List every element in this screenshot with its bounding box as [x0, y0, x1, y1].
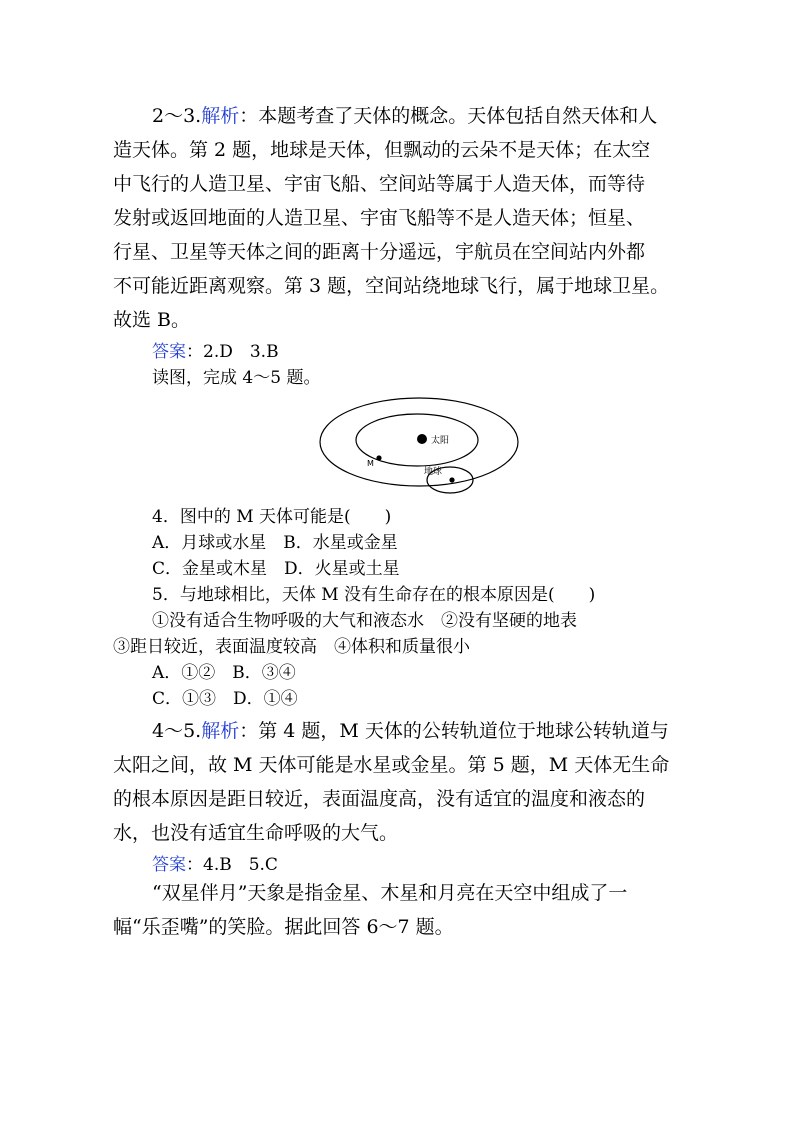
- question-5-stem: 5．与地球相比，天体 M 没有生命存在的根本原因是( ): [152, 585, 596, 605]
- question-5-options-row-2: C．①③ D．①④: [152, 689, 298, 709]
- explanation-4-5-line-4: 水，也没有适宜生命呼吸的大气。: [113, 822, 399, 844]
- answer-2-3: [152, 340, 722, 364]
- explanation-text: ：本题考查了天体的概念。天体包括自然天体和人: [239, 105, 658, 127]
- explanation-2-3-line-6: 不可能近距离观察。第 3 题，空间站绕地球飞行，属于地球卫星。: [113, 275, 670, 297]
- answer-4-5: [152, 853, 722, 877]
- question-4-options-row-2: C．金星或木星 D．火星或土星: [152, 559, 400, 579]
- earth-label: 地球: [424, 467, 443, 477]
- passage-6-7-line-1: “双星伴月”天象是指金星、木星和月亮在天空中组成了一: [152, 882, 628, 904]
- m-label: M: [367, 459, 374, 468]
- explanation-2-3-line-5: 行星、卫星等天体之间的距离十分遥远，宇航员在空间站内外都: [113, 241, 646, 263]
- answer-text: ：2.D 3.B: [186, 342, 279, 362]
- answer-text: ：4.B 5.C: [186, 855, 278, 875]
- explanation-2-3-line-3: 中飞行的人造卫星、宇宙飞船、空间站等属于人造天体，而等待: [113, 173, 646, 195]
- question-range: 4～5.: [152, 720, 202, 742]
- figure-intro: 读图，完成 4～5 题。: [152, 368, 321, 388]
- explanation-2-3-line-7: 故选 B。: [113, 309, 191, 331]
- explanation-4-5-line-2: 太阳之间，故 M 天体可能是水星或金星。第 5 题，M 天体无生命: [113, 754, 670, 776]
- question-5-items-row-2: ③距日较近，表面温度较高 ④体积和质量很小: [113, 637, 470, 657]
- question-range: 2～3.: [152, 105, 202, 127]
- question-5-options-row-1: A．①② B．③④: [152, 663, 296, 683]
- explanation-4-5-line-3: 的根本原因是距日较近，表面温度高，没有适宜的温度和液态的: [113, 788, 646, 810]
- orbit-diagram: [310, 392, 530, 500]
- passage-6-7-line-2: 幅“乐歪嘴”的笑脸。据此回答 6～7 题。: [113, 916, 454, 938]
- sun-label: 太阳: [431, 436, 450, 446]
- answer-label: 答案: [152, 342, 186, 362]
- m-orbit: [356, 414, 478, 466]
- explanation-4-5-line-1: [152, 719, 722, 743]
- explanation-text: ：第 4 题，M 天体的公转轨道位于地球公转轨道与: [239, 720, 669, 742]
- question-5-items-row-1: ①没有适合生物呼吸的大气和液态水 ②没有坚硬的地表: [152, 611, 577, 631]
- m-body-icon: [376, 455, 381, 460]
- explanation-2-3-line-4: 发射或返回地面的人造卫星、宇宙飞船等不是人造天体；恒星、: [113, 207, 646, 229]
- explanation-2-3-line-1: [152, 104, 722, 128]
- explanation-label: 解析: [201, 105, 240, 127]
- answer-label: 答案: [152, 855, 186, 875]
- explanation-2-3-line-2: 造天体。第 2 题，地球是天体，但飘动的云朵不是天体；在太空: [113, 139, 651, 161]
- question-4-stem: 4．图中的 M 天体可能是( ): [152, 507, 392, 527]
- explanation-label: 解析: [201, 720, 240, 742]
- sun-icon: [417, 434, 427, 444]
- question-4-options-row-1: A．月球或水星 B．水星或金星: [152, 533, 398, 553]
- earth-icon: [449, 477, 454, 482]
